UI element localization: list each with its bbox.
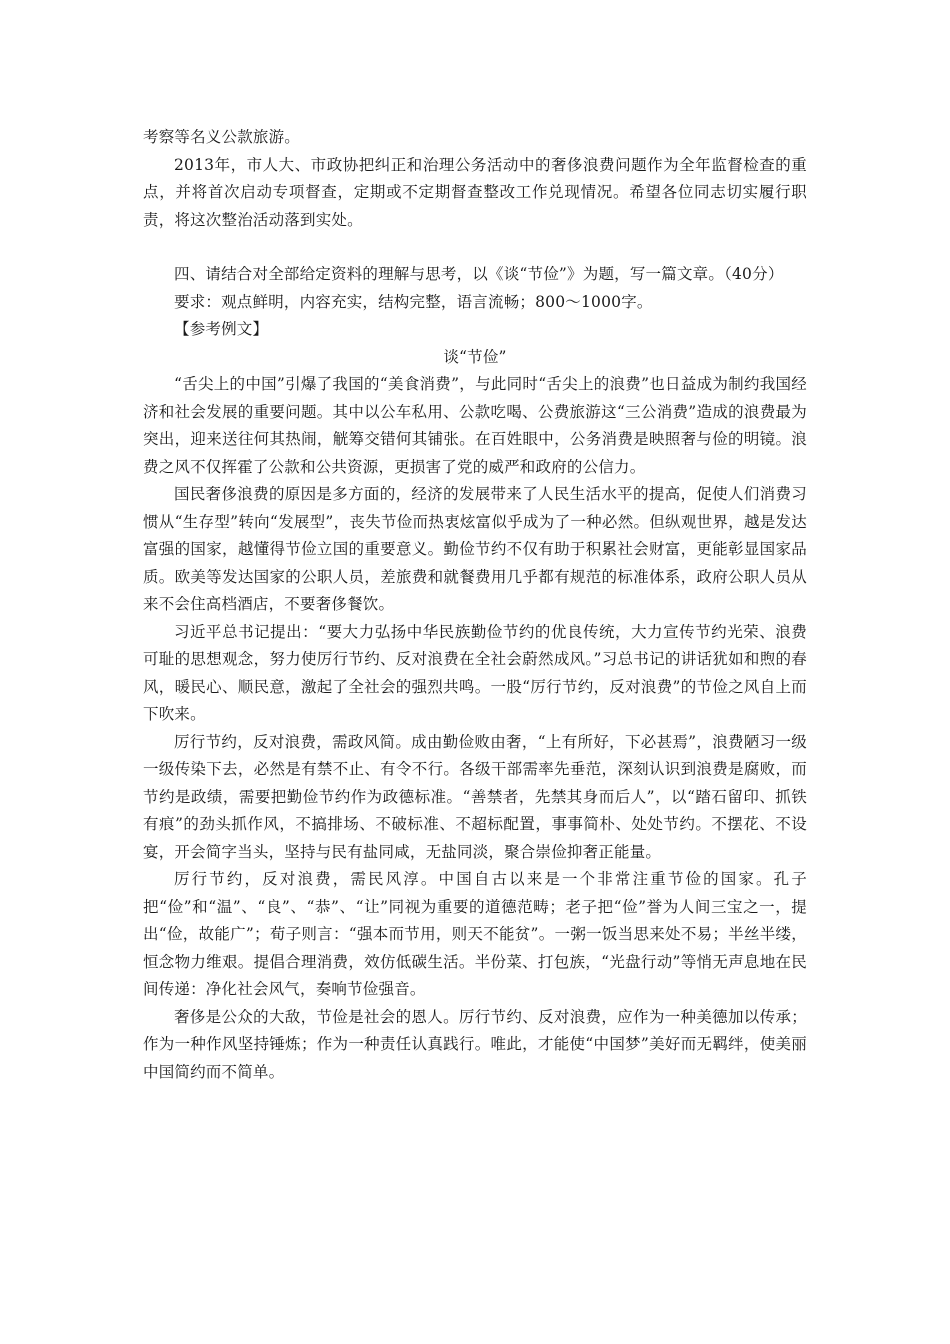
paragraph-gap [143, 234, 807, 261]
essay-title: 谈“节俭” [443, 347, 507, 366]
intro-paragraph-continued: 考察等名义公款旅游。 [143, 128, 301, 146]
essay-paragraph: “舌尖上的中国”引爆了我国的“美食消费”，与此同时“舌尖上的浪费”也日益成为制约我国经济和社会发展的重要问题。其中以公车私用、公款吃喝、公费旅游这“三公消费”造成的浪费最为突出，迎来送往何其热闹，觥筹交错何其铺张。在百姓眼中，公务消费是映照奢与俭的明镜。浪费之风不仅挥霍了公款和公共资源，更损害了党的威严和政府的公信力。 [143, 375, 807, 476]
essay-paragraph: 习近平总书记提出：“要大力弘扬中华民族勤俭节约的优良传统，大力宣传节约光荣、浪费可耻的思想观念，努力使厉行节约、反对浪费在全社会蔚然成风。”习总书记的讲话犹如和煦的春风，暖民心、顺民意，激起了全社会的强烈共鸣。一股“厉行节约，反对浪费”的节俭之风自上而下吹来。 [143, 622, 807, 723]
question-prompt: 四、请结合对全部给定资料的理解与思考，以《谈“节俭”》为题，写一篇文章。（40分） [174, 265, 784, 283]
essay-paragraph: 奢侈是公众的大敌，节俭是社会的恩人。厉行节约、反对浪费，应作为一种美德加以传承；作为一种作风坚持锤炼；作为一种责任认真践行。唯此，才能使“中国梦”美好而无羁绊，使美丽中国简约而不简单。 [143, 1007, 807, 1081]
reference-essay-label: 【参考例文】 [174, 320, 269, 338]
essay-paragraph: 厉行节约，反对浪费，需民风淳。中国自古以来是一个非常注重节俭的国家。孔子把“俭”和“温”、“良”、“恭”、“让”同视为重要的道德范畴；老子把“俭”誉为人间三宝之一，提出“俭，故能广”；荀子则言：“强本而节用，则天不能贫”。一粥一饭当思来处不易；半丝半缕，恒念物力维艰。提倡合理消费，效仿低碳生活。半份菜、打包族，“光盘行动”等悄无声息地在民间传递：净化社会风气，奏响节俭强音。 [143, 870, 807, 998]
essay-paragraph: 厉行节约，反对浪费，需政风简。成由勤俭败由奢，“上有所好，下必甚焉”，浪费陋习一级一级传染下去，必然是有禁不止、有令不行。各级干部需率先垂范，深刻认识到浪费是腐败，而节约是政绩，需要把勤俭节约作为政德标准。“善禁者，先禁其身而后人”，以“踏石留印、抓铁有痕”的劲头抓作风，不搞排场、不破标准、不超标配置，事事简朴、处处节约。不摆花、不设宴，开会简字当头，坚持与民有盐同咸，无盐同淡，聚合崇俭抑奢正能量。 [143, 732, 807, 861]
question-requirements: 要求：观点鲜明，内容充实，结构完整，语言流畅；800～1000字。 [174, 292, 653, 311]
intro-paragraph-2013: 2013年，市人大、市政协把纠正和治理公务活动中的奢侈浪费问题作为全年监督检查的重点，并将首次启动专项督查，定期或不定期督查整改工作兑现情况。希望各位同志切实履行职责，将这次整治活动落到实处。 [143, 155, 807, 229]
document-page [143, 124, 807, 1086]
essay-paragraph: 国民奢侈浪费的原因是多方面的，经济的发展带来了人民生活水平的提高，促使人们消费习惯从“生存型”转向“发展型”，丧失节俭而热衷炫富似乎成为了一种必然。但纵观世界，越是发达富强的国家，越懂得节俭立国的重要意义。勤俭节约不仅有助于积累社会财富，更能彰显国家品质。欧美等发达国家的公职人员，差旅费和就餐费用几乎都有规范的标准体系，政府公职人员从来不会住高档酒店，不要奢侈餐饮。 [143, 485, 807, 613]
